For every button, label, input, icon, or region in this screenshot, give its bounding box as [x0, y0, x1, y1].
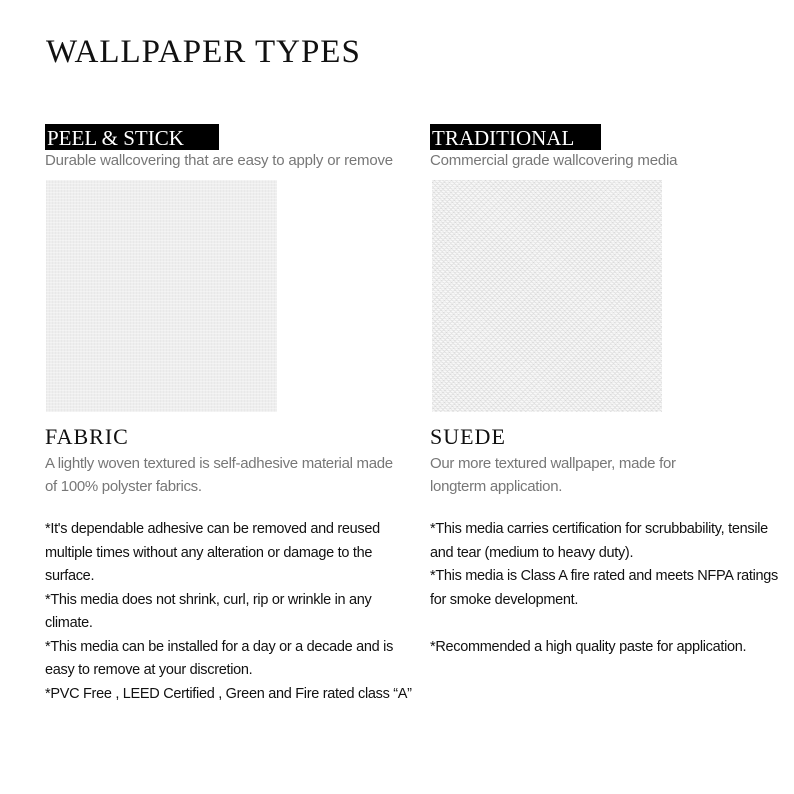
suede-heading: SUEDE: [430, 424, 506, 449]
suede-description-line: longterm application.: [430, 478, 563, 495]
suede-note-line: for smoke development.: [430, 591, 579, 608]
suede-note-line: and tear (medium to heavy duty).: [430, 544, 634, 561]
page-title: WALLPAPER TYPES: [46, 34, 361, 70]
fabric-note-line: *It's dependable adhesive can be removed and reused: [45, 521, 380, 537]
fabric-description: [45, 452, 405, 498]
fabric-heading: FABRIC: [45, 424, 129, 449]
fabric-note-line: climate.: [45, 615, 93, 631]
traditional-description: Commercial grade wallcovering media: [430, 152, 678, 169]
peel-and-stick-tag: PEEL & STICK: [45, 124, 219, 150]
suede-note-line: *This media carries certification for scrubbability, tensile: [430, 521, 768, 537]
suede-description: [430, 452, 790, 498]
fabric-notes: [45, 518, 412, 706]
suede-note-spacer: [430, 612, 790, 636]
fabric-note-line: easy to remove at your discretion.: [45, 662, 253, 678]
fabric-note-line: multiple times without any alteration or damage to the: [45, 544, 373, 561]
peel-and-stick-description: Durable wallcovering that are easy to apply or remove: [45, 152, 393, 169]
fabric-description-line: of 100% polyster fabrics.: [45, 478, 202, 495]
suede-notes: [430, 518, 790, 659]
suede-note-line: *This media is Class A fire rated and meets NFPA ratings: [430, 568, 779, 584]
fabric-note-line: *This media does not shrink, curl, rip or wrinkle in any: [45, 591, 372, 608]
suede-note-line: *Recommended a high quality paste for application.: [430, 638, 747, 655]
fabric-description-line: A lightly woven textured is self-adhesive material made: [45, 455, 393, 472]
traditional-tag: TRADITIONAL: [430, 124, 601, 150]
fabric-texture-swatch: [46, 180, 277, 412]
suede-description-line: Our more textured wallpaper, made for: [430, 455, 676, 472]
fabric-note-line: surface.: [45, 568, 95, 584]
suede-texture-swatch: [432, 180, 662, 412]
fabric-note-line: *This media can be installed for a day or a decade and is: [45, 638, 394, 655]
fabric-note-line: *PVC Free , LEED Certified , Green and Fire rated class “A”: [45, 685, 412, 702]
